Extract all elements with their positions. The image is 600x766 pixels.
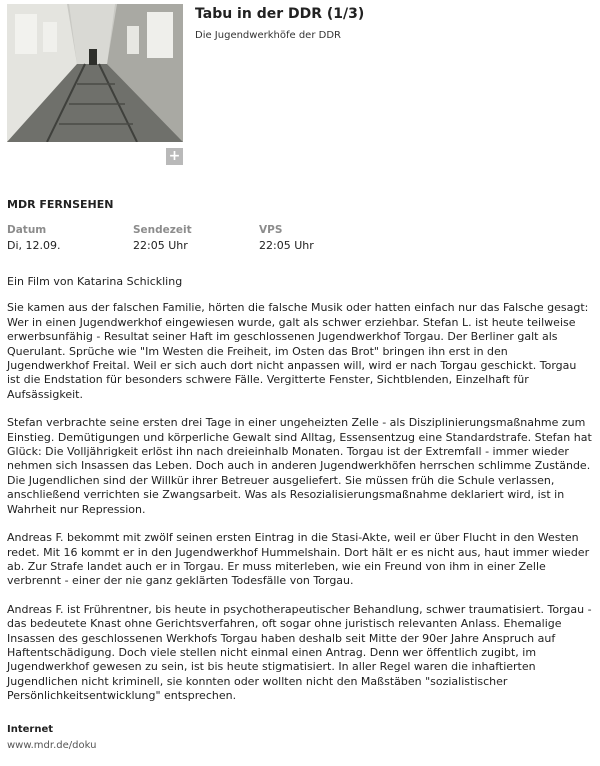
page-title: Tabu in der DDR (1/3) [195,6,365,22]
meta-time [133,224,192,252]
date-label: Datum [7,224,47,236]
date-value: Di, 12.09. [7,239,61,252]
article-body [7,275,592,718]
paragraph: Sie kamen aus der falschen Familie, hörten die falsche Musik oder hatten einfach nur das Falsche gesagt: Wer in einen Jugendwerkhof eingewiesen wurde, galt als schwer erziehbar. Stefan L. ist heute teilweise erwerbsunfähig - Resultat seiner Haft im geschlossenen Jugendwerkhof Torgau. Der Berliner galt als Querulant. Sprüche wie "Im Westen die Freiheit, im Osten das Brot" bringen ihn erst in den Jugendwerkhof Freital. Weil er sich auch dort nicht anpassen will, wird er nach Torgau geschickt. Torgau ist die Endstation für besonders schwere Fälle. Vergitterte Fenster, Sichtblenden, Einzelhaft für Aufsässigkeit. [7,301,589,401]
corridor-image [7,4,183,142]
time-label: Sendezeit [133,224,192,236]
episode-photo[interactable] [7,4,183,142]
vps-value: 22:05 Uhr [259,239,314,252]
time-value: 22:05 Uhr [133,239,188,252]
meta-date [7,224,61,252]
paragraph: Andreas F. ist Frührentner, bis heute in psychotherapeutischer Behandlung, schwer traumatisiert. Torgau - das bedeutete Knast ohne Gerichtsverfahren, oft sogar ohne juristisch relevanten Anlass. Ehemalige Insassen des geschlossenen Werkhofs Torgau haben deshalb seit Mitte der 90er Jahre Anspruch auf Haftentschädigung. Doch viele stellen nicht einmal einen Antrag. Denn wer öffentlich zugibt, im Jugendwerkhof gewesen zu sein, ist bis heute stigmatisiert. In aller Regel waren die inhaftierten Jugendlichen nicht kriminell, sie konnten oder wollten nicht den Maßstäben "sozialistischer Persönlichkeitsentwicklung" entsprechen. [7,602,592,703]
internet-heading: Internet [7,724,54,735]
zoom-button[interactable]: + [166,148,183,165]
paragraph: Stefan verbrachte seine ersten drei Tage in einer ungeheizten Zelle - als Disziplinierungsmaßnahme zum Einstieg. Demütigungen und körperliche Gewalt sind Alltag, Essensentzug eine Standardstrafe. Stefan hat Glück: Die Volljährigkeit erlöst ihn nach dreieinhalb Monaten. Torgau ist der Extremfall - immer wieder nehmen sich Insassen das Leben. Doch auch in anderen Jugendwerkhöfen herrschen schlimme Zustände. Die Jugendlichen sind der Willkür ihrer Betreuer ausgeliefert. Sie müssen früh die Schule verlassen, anschließend verrichten sie Zwangsarbeit. Was als Resozialisierungsmaßnahme deklariert wird, ist in Wahrheit nur Repression. [7,416,592,516]
broadcaster-heading: MDR FERNSEHEN [7,198,114,211]
website-link[interactable]: www.mdr.de/doku [7,740,97,751]
page-subtitle: Die Jugendwerkhöfe der DDR [195,30,341,41]
vps-label: VPS [259,224,283,236]
meta-vps [259,224,314,252]
byline: Ein Film von Katarina Schickling [7,275,183,288]
paragraph: Andreas F. bekommt mit zwölf seinen ersten Eintrag in die Stasi-Akte, weil er über Flucht in den Westen redet. Mit 16 kommt er in den Jugendwerkhof Hummelshain. Dort hält er es nicht aus, haut immer wieder ab. Zur Strafe landet auch er in Torgau. Er muss miterleben, wie ein Freund von ihm in einer Zelle verbrennt - einer der nie ganz geklärten Todesfälle von Torgau. [7,531,590,588]
